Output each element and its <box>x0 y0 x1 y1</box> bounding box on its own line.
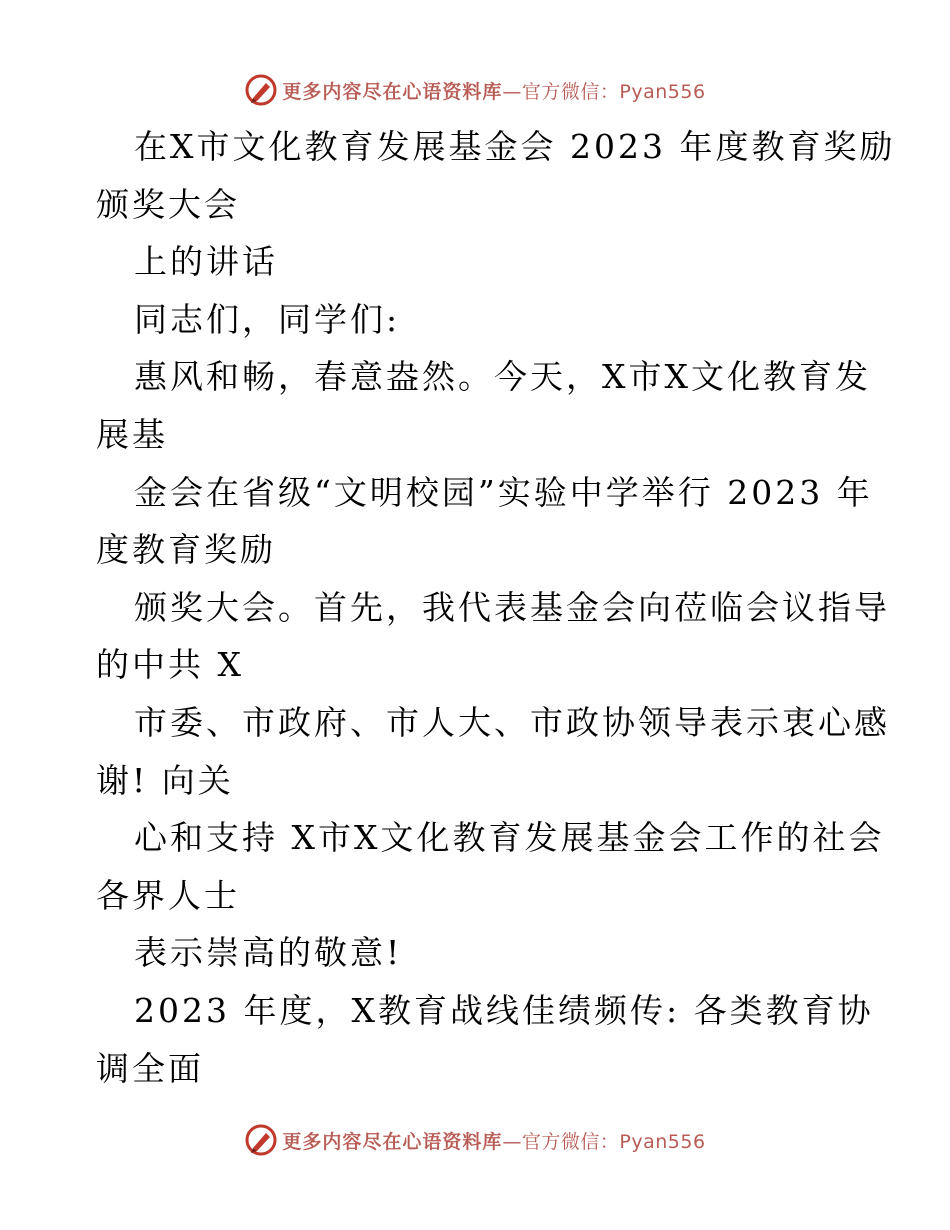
watermark-wechat: —官方微信：Pyan556 <box>502 80 706 103</box>
text-line: 市委、市政府、市人大、市政协领导表示衷心感 <box>134 702 890 742</box>
text-line: 惠风和畅，春意盎然。今天，X市X文化教育发 <box>134 357 871 397</box>
text-line: 上的讲话 <box>134 242 278 282</box>
text-line: 颁奖大会 <box>96 184 240 224</box>
text-line: 各界人士 <box>96 875 240 915</box>
footer-watermark <box>0 1120 950 1160</box>
pen-logo-icon <box>244 73 278 107</box>
watermark-wechat: —官方微信：Pyan556 <box>502 1130 706 1153</box>
watermark-text: 更多内容尽在心语资料库 <box>282 80 503 103</box>
text-line: 同志们，同学们: <box>134 299 401 339</box>
text-line: 2023 年度，X教育战线佳绩频传: 各类教育协 <box>134 990 874 1030</box>
text-line: 金会在省级“文明校园”实验中学举行 2023 年 <box>134 472 873 512</box>
text-line: 展基 <box>96 414 168 454</box>
text-line: 在X市文化教育发展基金会 2023 年度教育奖励 <box>134 127 896 166</box>
text-line: 颁奖大会。首先，我代表基金会向莅临会议指导 <box>134 587 890 627</box>
header-watermark <box>0 70 950 110</box>
text-line: 的中共 X <box>96 645 244 685</box>
document-body <box>96 118 896 1097</box>
text-line: 度教育奖励 <box>96 530 276 570</box>
pen-logo-icon <box>244 1123 278 1157</box>
watermark-text: 更多内容尽在心语资料库 <box>282 1130 503 1153</box>
text-line: 谢! 向关 <box>96 760 234 800</box>
text-line: 调全面 <box>96 1048 204 1088</box>
text-line: 表示崇高的敬意! <box>134 933 403 973</box>
text-line: 心和支持 X市X文化教育发展基金会工作的社会 <box>134 818 885 858</box>
